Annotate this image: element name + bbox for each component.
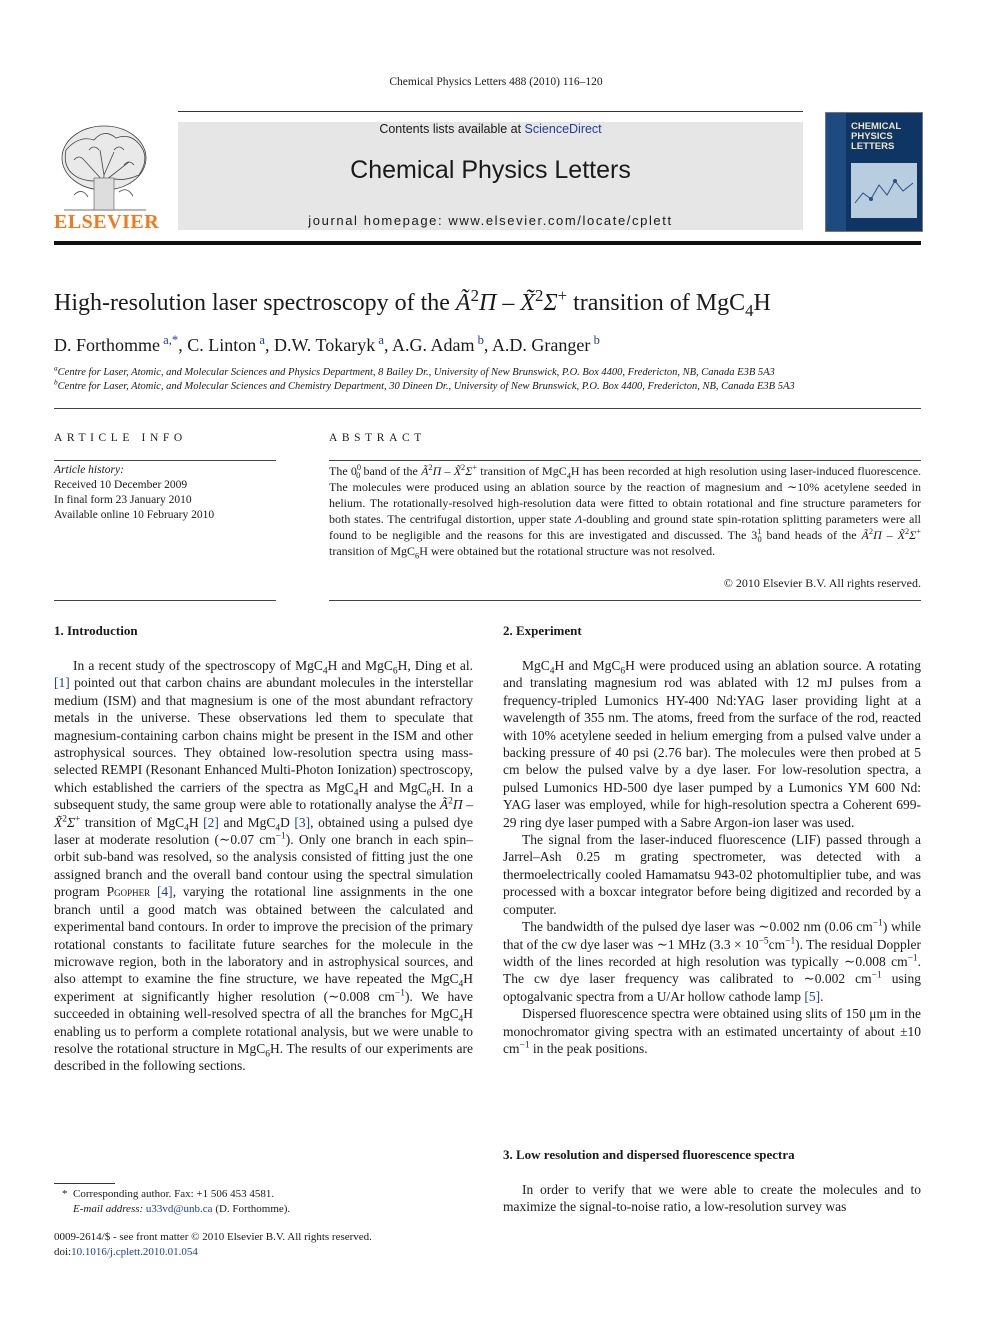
journal-homepage[interactable]: journal homepage: www.elsevier.com/locate/cplett bbox=[308, 213, 673, 228]
affiliation-rule bbox=[54, 408, 921, 409]
abstract-rule-bottom bbox=[329, 600, 921, 601]
author-name[interactable]: A.D. Granger bbox=[491, 335, 591, 355]
history-final-form: In final form 23 January 2010 bbox=[54, 494, 192, 506]
sciencedirect-link[interactable]: ScienceDirect bbox=[524, 122, 602, 136]
affiliation-mark: a bbox=[54, 363, 58, 373]
cover-title-line: LETTERS bbox=[851, 141, 895, 152]
introduction-body: In a recent study of the spectroscopy of MgC$_4$H and MgC$_6$H, Ding et al. [1] pointed out that carbon chains are abundant molecules in the interstellar medium (ISM) and that magnesium is one of the most abundant refractory metals in the universe. These observations led them to speculate that magnesium-containing carbon chains might be present in the ISM and other astrophysical sources. They obtained low-resolution spectra using mass-selected REMPI (Resonant Enhanced Multi-Photon Ionization) spectroscopy, which established the carriers of the spectra as MgC$_4$H and MgC$_6$H. In a subsequent study, the same group were able to rotationally analyse the $Ã^2\Pi$ – X̃$^2$Σ+ transition of MgC$_4$H [2] and MgC$_4$D [3], obtained using a pulsed dye laser at moderate resolution (∼0.07 $cm^{-1}$). Only one branch in each spin–orbit sub-band was resolved, so the analysis consisted of fitting just the one assigned branch and the overall band contour using the spectral simulation program Pgopher [4], varying the rotational line assignments in the one branch until a good match was obtained between the calculated and experimental band contours. In order to improve the precision of the primary rotational constants to facilitate future searches for the molecule in the microwave region, both in the laboratory and in astrophysical sources, and also attempt to examine the fine structure, we have repeated the MgC$_4$H experiment at significantly higher resolution (∼0.008 $cm^{-1}$). We have succeeded in obtaining well-resolved spectra of all the branches for MgC$_4$H enabling us to perform a complete rotational analysis, but we were unable to resolve the rotational structure in MgC$_6$H. The results of our experiments are described in the following sections. bbox=[54, 658, 473, 1074]
journal-cover-thumbnail bbox=[825, 112, 923, 232]
article-info-rule-bottom bbox=[54, 600, 276, 601]
doi-label: doi: bbox=[54, 1246, 72, 1258]
section-heading-introduction: 1. Introduction bbox=[54, 623, 138, 638]
abstract-heading: ABSTRACT bbox=[329, 432, 426, 444]
cover-title-line: PHYSICS bbox=[851, 131, 893, 142]
cover-title bbox=[851, 122, 901, 152]
article-history bbox=[54, 463, 214, 523]
author-name[interactable]: C. Linton bbox=[187, 335, 257, 355]
affiliation-mark: b bbox=[54, 377, 58, 387]
footnote-corresponding: Corresponding author. Fax: +1 506 453 4581. bbox=[73, 1188, 275, 1200]
author-name[interactable]: D. Forthomme bbox=[54, 335, 160, 355]
footnote-email-name: (D. Forthomme). bbox=[215, 1203, 291, 1215]
publication-info bbox=[54, 1230, 372, 1260]
author-affiliation-mark[interactable]: a,* bbox=[163, 333, 179, 347]
contents-prefix: Contents lists available at bbox=[379, 122, 525, 136]
section-heading-low-resolution: 3. Low resolution and dispersed fluorescence spectra bbox=[503, 1147, 795, 1162]
affiliation-text: Centre for Laser, Atomic, and Molecular Sciences and Chemistry Department, 30 Dineen Dr., University of New Brunswick, P.O. Box 4400, Fredericton, NB, Canada E3B 5A3 bbox=[57, 381, 795, 392]
title-subscript: 4 bbox=[745, 300, 754, 320]
article-info-heading: ARTICLE INFO bbox=[54, 432, 187, 444]
author-affiliation-mark[interactable]: b bbox=[593, 333, 600, 347]
section-heading-experiment: 2. Experiment bbox=[503, 623, 582, 638]
footnote-rule bbox=[54, 1183, 115, 1184]
journal-banner bbox=[178, 122, 803, 230]
footnote: * Corresponding author. Fax: +1 506 453 4581. E-mail address: u33vd@unb.ca (D. Forthomme). bbox=[62, 1188, 291, 1215]
journal-reference: Chemical Physics Letters 488 (2010) 116–120 bbox=[389, 76, 603, 88]
affiliation-b bbox=[54, 377, 795, 392]
cover-spine bbox=[826, 113, 846, 231]
affiliation-a bbox=[54, 363, 775, 378]
footnote-email-label: E-mail address: bbox=[73, 1203, 144, 1215]
abstract-rule-top bbox=[329, 460, 921, 461]
experiment-body: MgC$_4$H and MgC$_6$H were produced using an ablation source. A rotating and translating magnesium rod was ablated with 12 mJ pulses from a frequency-tripled Lumonics HY-400 Nd:YAG laser providing light at a wavelength of 355 nm. The atoms, freed from the surface of the rod, reacted with 10% acetylene seeded in helium emerging from a pulsed valve under a backing pressure of 40 psi (2.76 bar). The molecules were then probed at 5 cm below the pulsed valve by a dye laser. For low-resolution spectra, a pulsed Lumonics HD-500 dye laser pumped by a Lumonics YM 600 Nd: YAG laser was employed, while for high-resolution spectra a Coherent 699-29 ring dye laser pumped with a Sabre Argon-ion laser was used. The signal from the laser-induced fluorescence (LIF) passed through a Jarrel–Ash 0.25 m grating spectrometer, was detected with a thermoelectrically cooled Hamamatsu 943-02 photomultiplier tube, and was processed with a boxcar integrator before being digitized and recorded by a computer. The bandwidth of the pulsed dye laser was ∼0.002 nm (0.06 $cm^{-1}$) while that of the cw dye laser was ∼1 MHz $(3.3 \times 10^{-5}cm^{-1})$. The residual Doppler width of the lines recorded at high resolution was typically ∼0.008 $cm^{-1}$. The cw dye laser frequency was calibrated to ∼0.002 $cm^{-1}$ using optogalvanic spectra from a U/Ar hollow cathode lamp [5]. Dispersed fluorescence spectra were obtained using slits of 150 μm in the monochromator giving spectra with an estimated uncertainty of about ±10 $cm^{-1}$ in the peak positions. bbox=[503, 658, 922, 1056]
cover-graphic bbox=[851, 163, 917, 218]
author-affiliation-mark[interactable]: a bbox=[259, 333, 265, 347]
low-resolution-body: In order to verify that we were able to create the molecules and to maximize the signal-to-noise ratio, a low-resolution survey was bbox=[503, 1182, 921, 1215]
history-received: Received 10 December 2009 bbox=[54, 479, 188, 491]
doi-link[interactable]: 10.1016/j.cplett.2010.01.054 bbox=[71, 1246, 198, 1258]
author-name[interactable]: A.G. Adam bbox=[391, 335, 475, 355]
author-name[interactable]: D.W. Tokaryk bbox=[273, 335, 376, 355]
header-thick-rule bbox=[54, 241, 921, 245]
cover-title-line: CHEMICAL bbox=[851, 121, 902, 132]
header-rule bbox=[178, 111, 803, 112]
abstract-copyright: © 2010 Elsevier B.V. All rights reserved. bbox=[723, 576, 921, 590]
journal-title: Chemical Physics Letters bbox=[350, 156, 631, 184]
email-link[interactable]: u33vd@unb.ca bbox=[145, 1203, 213, 1215]
paper-title: High-resolution laser spectroscopy of the $Ã^2\Pi$ – X̃$^2$Σ+ transition of MgC$_4$H bbox=[54, 286, 771, 320]
author-list: D. Forthomme $^{a,*}$, C. Linton $^a$, D.W. Tokaryk $^a$, A.G. Adam $^b$, A.D. Granger $^b$ bbox=[54, 333, 600, 355]
author-affiliation-mark[interactable]: a bbox=[378, 333, 384, 347]
title-end: H bbox=[753, 290, 771, 316]
author-affiliation-mark[interactable]: b bbox=[477, 333, 484, 347]
article-info-rule-top bbox=[54, 460, 276, 461]
history-online: Available online 10 February 2010 bbox=[54, 509, 215, 521]
affiliation-text: Centre for Laser, Atomic, and Molecular Sciences and Physics Department, 8 Bailey Dr., University of New Brunswick, P.O. Box 4400, Fredericton, NB, Canada E3B 5A3 bbox=[57, 367, 775, 378]
title-prefix: High-resolution laser spectroscopy of the bbox=[54, 290, 456, 316]
issn-line: 0009-2614/$ - see front matter © 2010 Elsevier B.V. All rights reserved. bbox=[54, 1231, 372, 1243]
contents-line bbox=[178, 122, 803, 136]
abstract-text: The $0^0_0$ band of the $Ã^2\Pi$ – X̃$^2$Σ+ transition of MgC$_4$H has been recorded at high resolution using laser-induced fluorescence. The molecules were produced using an ablation source by the reaction of magnesium and ∼10% acetylene seeded in helium. The rotationally-resolved high-resolution data were fitted to obtain rotational and fine structure parameters for both states. The centrifugal distortion, upper state Λ-doubling and ground state spin-rotation splitting parameters were all found to be negligible and the reasons for this are investigated and discussed. The $3^1_0$ band heads of the $Ã^2\Pi$ – X̃$^2$Σ+ transition of MgC$_6$H were obtained but the rotational structure was not resolved. bbox=[329, 463, 922, 561]
title-suffix: transition of MgC bbox=[567, 290, 746, 316]
elsevier-wordmark: ELSEVIER bbox=[54, 211, 160, 233]
history-label: Article history: bbox=[54, 464, 124, 476]
